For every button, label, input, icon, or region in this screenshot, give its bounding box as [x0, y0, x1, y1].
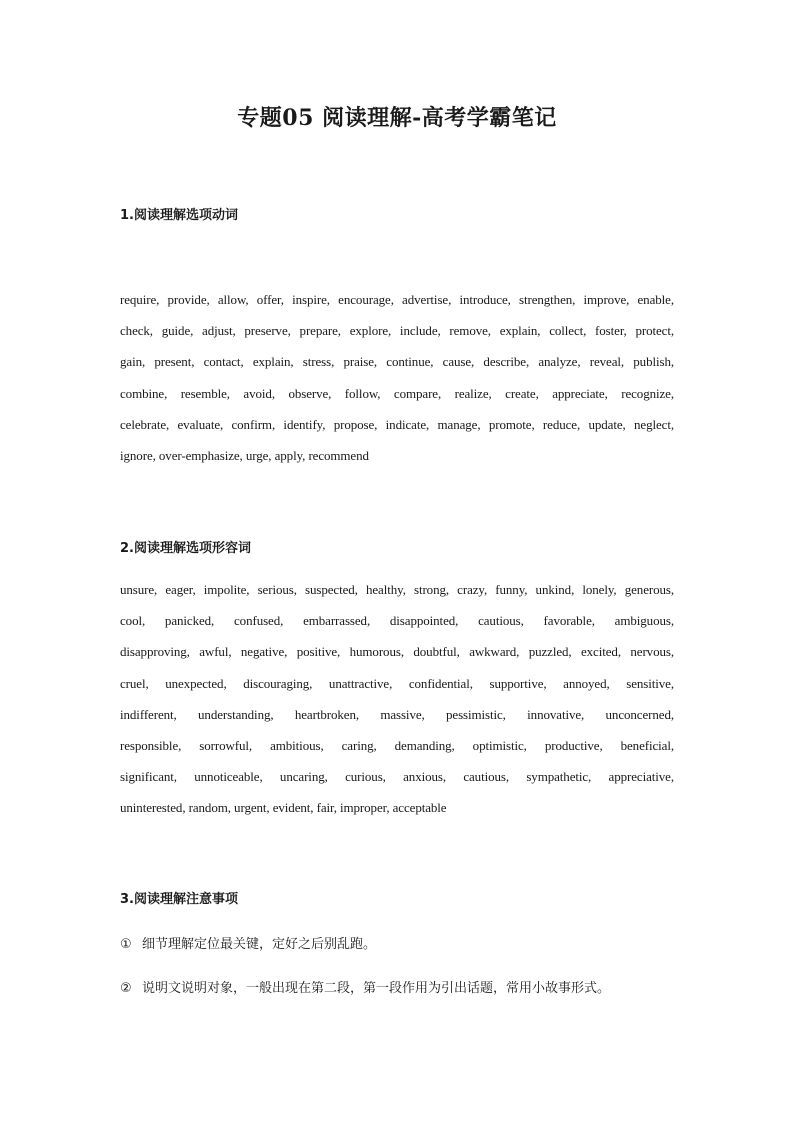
adjectives-line: disapproving, awful, negative, positive, humorous, doubtful, awkward, puzzled, excited, nervous,	[120, 644, 674, 660]
verbs-line: gain, present, contact, explain, stress, praise, continue, cause, describe, analyze, reveal, publish,	[120, 354, 674, 370]
section-heading-verbs: 1.阅读理解选项动词	[120, 208, 238, 223]
note-item	[120, 977, 610, 996]
adjectives-line: cool, panicked, confused, embarrassed, disappointed, cautious, favorable, ambiguous,	[120, 613, 674, 629]
verbs-paragraph	[120, 284, 674, 471]
note-number: ①	[120, 937, 132, 952]
adjectives-line: responsible, sorrowful, ambitious, caring, demanding, optimistic, productive, beneficial,	[120, 738, 674, 754]
note-item	[120, 933, 376, 952]
note-number: ②	[120, 981, 132, 996]
verbs-line: combine, resemble, avoid, observe, follow, compare, realize, create, appreciate, recognize,	[120, 385, 674, 401]
verbs-line: celebrate, evaluate, confirm, identify, propose, indicate, manage, promote, reduce, update, neglect,	[120, 416, 674, 432]
adjectives-line: significant, unnoticeable, uncaring, curious, anxious, cautious, sympathetic, appreciative,	[120, 769, 674, 785]
section-heading-notes: 3.阅读理解注意事项	[120, 892, 238, 907]
page-title: 专题05 阅读理解-高考学霸笔记	[237, 105, 557, 131]
section-heading-adjectives: 2.阅读理解选项形容词	[120, 541, 251, 556]
note-text: 说明文说明对象，一般出现在第二段，第一段作用为引出话题，常用小故事形式。	[142, 981, 611, 996]
adjectives-line: indifferent, understanding, heartbroken, massive, pessimistic, innovative, unconcerned,	[120, 706, 674, 722]
note-text: 细节理解定位最关键，定好之后别乱跑。	[142, 937, 377, 952]
adjectives-line: cruel, unexpected, discouraging, unattractive, confidential, supportive, annoyed, sensitive,	[120, 675, 674, 691]
verbs-line: require, provide, allow, offer, inspire, encourage, advertise, introduce, strengthen, improve, enable,	[120, 292, 674, 307]
adjectives-line: unsure, eager, impolite, serious, suspected, healthy, strong, crazy, funny, unkind, lonely, generous,	[120, 582, 674, 597]
verbs-line: ignore, over-emphasize, urge, apply, recommend	[120, 448, 369, 464]
adjectives-paragraph	[120, 574, 674, 824]
verbs-line: check, guide, adjust, preserve, prepare, explore, include, remove, explain, collect, foster, protect,	[120, 323, 674, 339]
adjectives-line: uninterested, random, urgent, evident, fair, improper, acceptable	[120, 800, 447, 816]
